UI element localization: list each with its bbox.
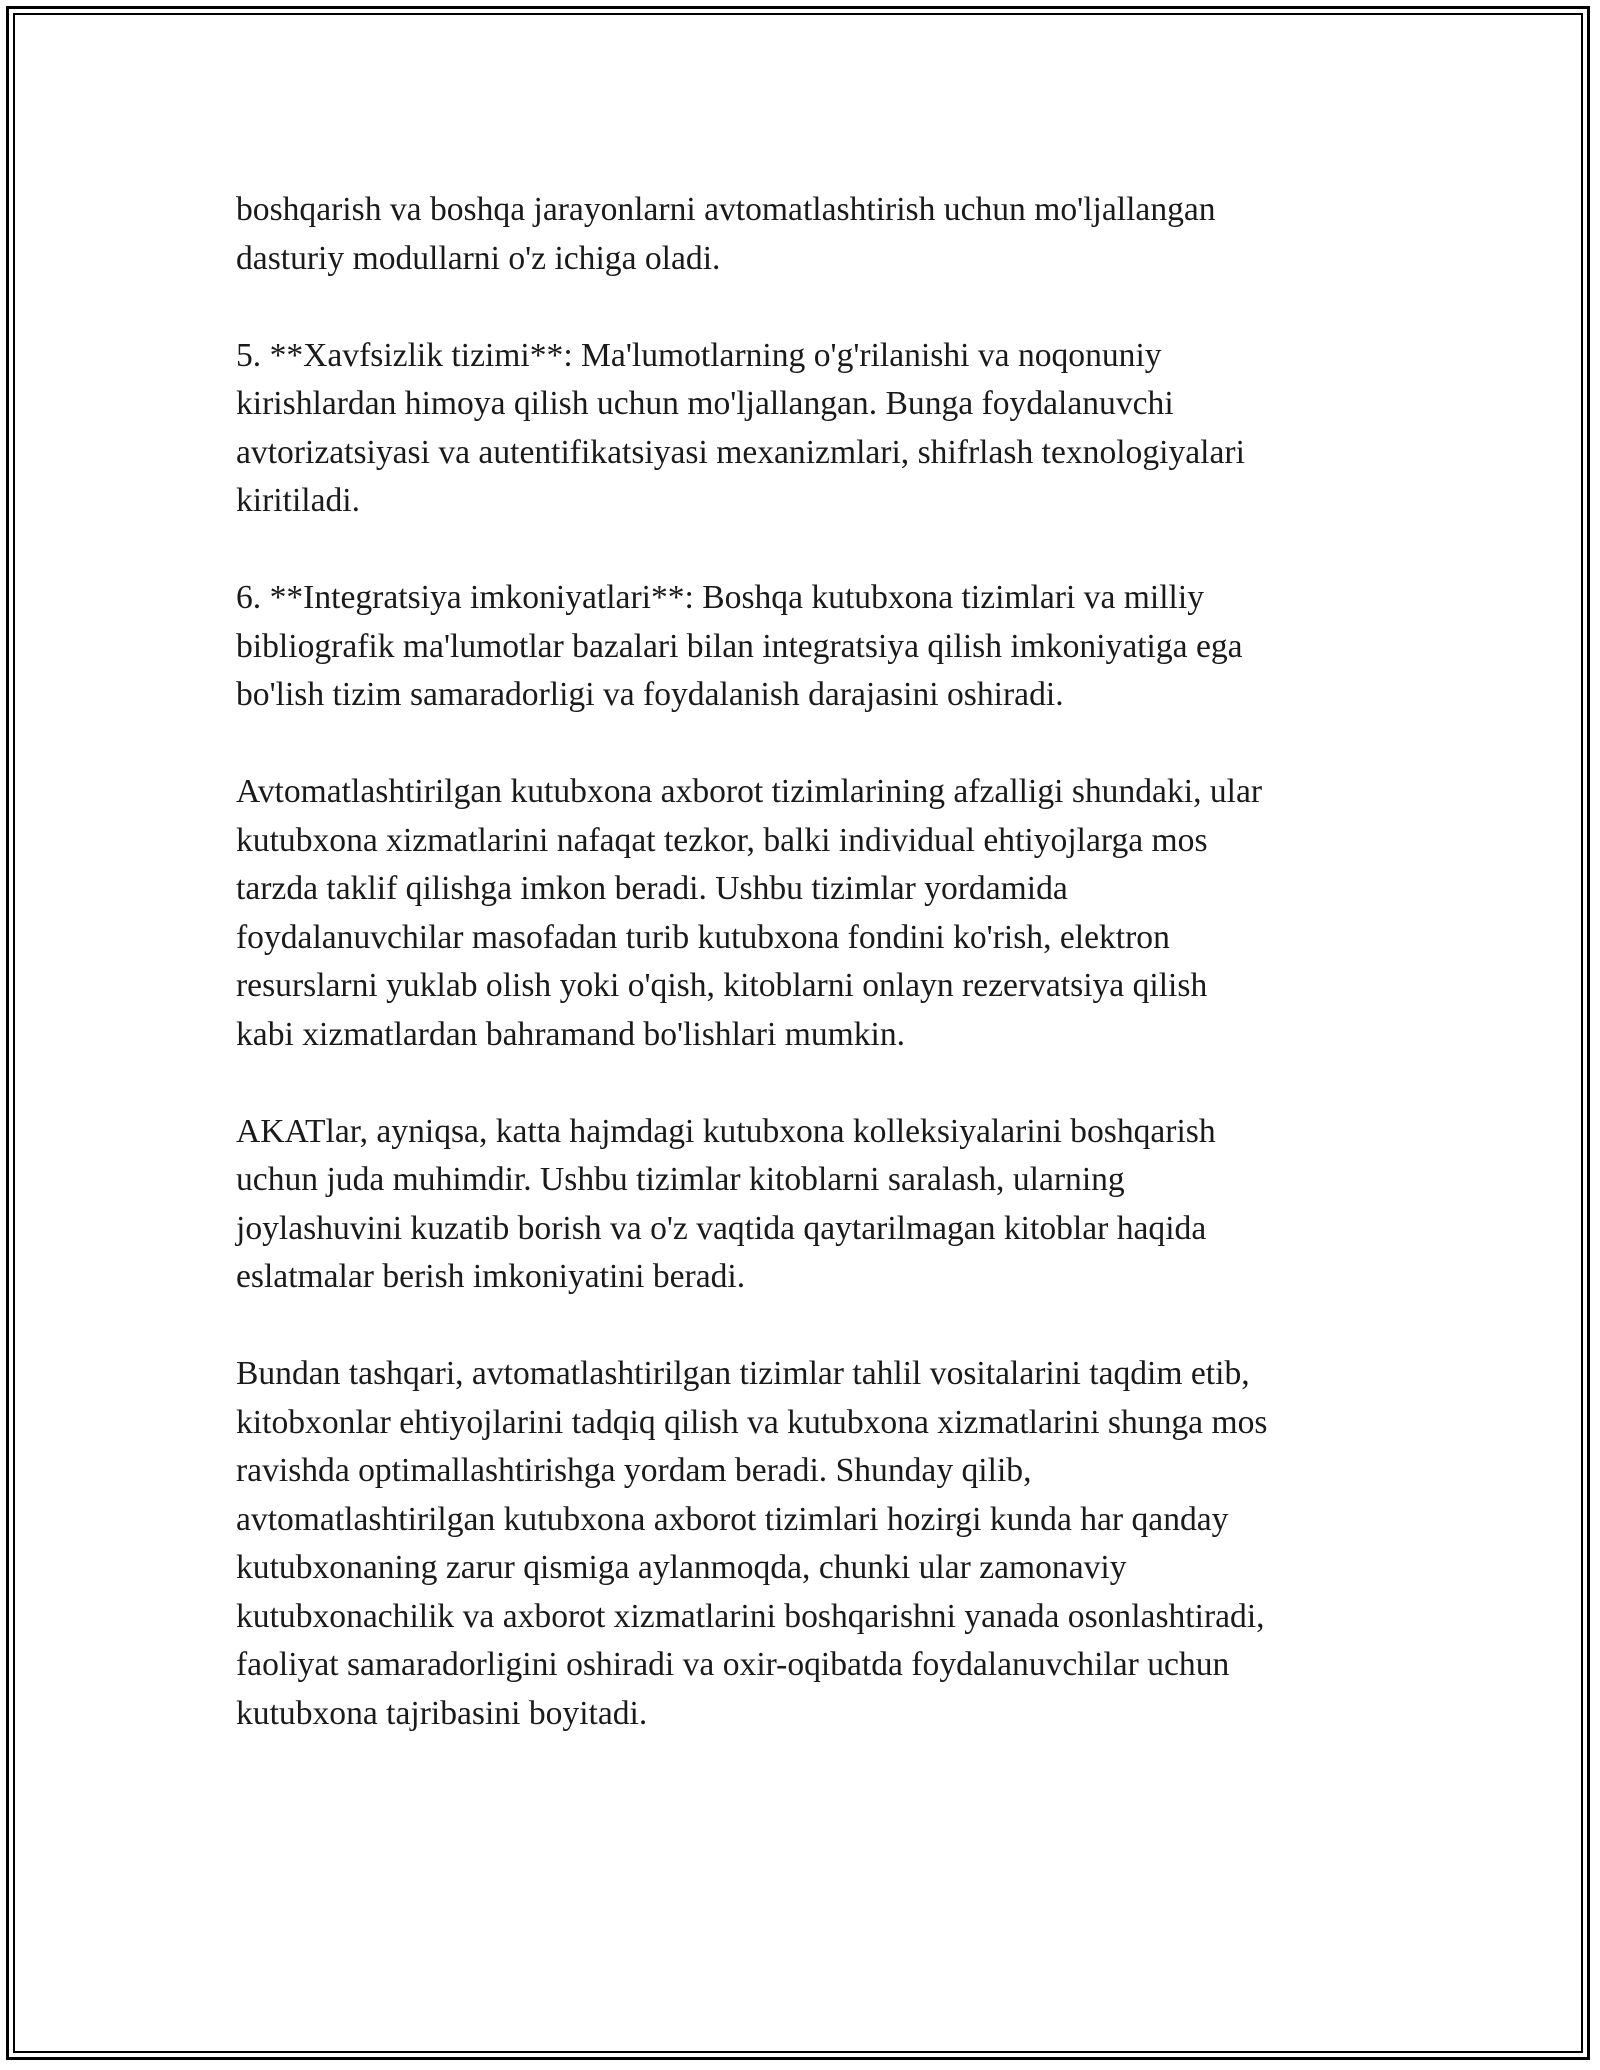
text-line: kutubxonachilik va axborot xizmatlarini boshqarishni yanada osonlashtiradi, [236,1597,1265,1635]
text-line: kutubxonaning zarur qismiga aylanmoqda, chunki ular zamonaviy [236,1549,1127,1586]
text-line: bibliografik ma'lumotlar bazalari bilan integratsiya qilish imkoniyatiga ega [236,627,1243,665]
text-line: avtorizatsiyasi va autentifikatsiyasi mexanizmlari, shifrlash texnologiyalari [236,433,1245,471]
text-line: Avtomatlashtirilgan kutubxona axborot tizimlarining afzalligi shundaki, ular [236,773,1263,810]
text-line: kutubxona xizmatlarini nafaqat tezkor, balki individual ehtiyojlarga mos [236,821,1208,859]
paragraph-security-system [236,332,1396,526]
text-line: Bundan tashqari, avtomatlashtirilgan tizimlar tahlil vositalarini taqdim etib, [236,1355,1250,1392]
text-line: resurslarni yuklab olish yoki o'qish, kitoblarni onlayn rezervatsiya qilish [236,967,1208,1004]
text-line: ravishda optimallashtirishga yordam beradi. Shunday qilib, [236,1452,1032,1489]
text-line: bo'lish tizim samaradorligi va foydalanish darajasini oshiradi. [236,676,1064,713]
paragraph-integration [236,574,1396,720]
text-line: avtomatlashtirilgan kutubxona axborot tizimlari hozirgi kunda har qanday [236,1500,1229,1538]
paragraph-conclusion [236,1350,1396,1738]
text-line: kitobxonlar ehtiyojlarini tadqiq qilish va kutubxona xizmatlarini shunga mos [236,1403,1268,1441]
text-line: kutubxona tajribasini boyitadi. [236,1694,648,1732]
text-line: tarzda taklif qilishga imkon beradi. Ushbu tizimlar yordamida [236,870,1068,907]
text-line: kabi xizmatlardan bahramand bo'lishlari mumkin. [236,1015,906,1053]
text-line: dasturiy modullarni o'z ichiga oladi. [236,239,721,277]
text-line: eslatmalar berish imkoniyatini beradi. [236,1258,746,1295]
text-line: kiritiladi. [236,482,361,519]
paragraph-modules-continuation [236,186,1396,283]
text-line: boshqarish va boshqa jarayonlarni avtomatlashtirish uchun mo'ljallangan [236,191,1216,228]
text-line: foydalanuvchilar masofadan turib kutubxona fondini ko'rish, elektron [236,918,1170,956]
paragraph-advantages [236,768,1396,1059]
text-line: kirishlardan himoya qilish uchun mo'ljallangan. Bunga foydalanuvchi [236,385,1174,422]
text-line: faoliyat samaradorligini oshiradi va oxir-oqibatda foydalanuvchilar uchun [236,1646,1230,1683]
paragraph-akat-collections [236,1108,1396,1302]
text-line: uchun juda muhimdir. Ushbu tizimlar kitoblarni saralash, ularning [236,1161,1125,1198]
text-line: AKATlar, ayniqsa, katta hajmdagi kutubxona kolleksiyalarini boshqarish [236,1112,1216,1150]
text-line: 6. **Integratsiya imkoniyatlari**: Boshqa kutubxona tizimlari va milliy [236,579,1204,616]
document-body [236,186,1396,1738]
text-line: 5. **Xavfsizlik tizimi**: Ma'lumotlarning o'g'rilanishi va noqonuniy [236,336,1162,374]
text-line: joylashuvini kuzatib borish va o'z vaqtida qaytarilmagan kitoblar haqida [236,1209,1207,1247]
